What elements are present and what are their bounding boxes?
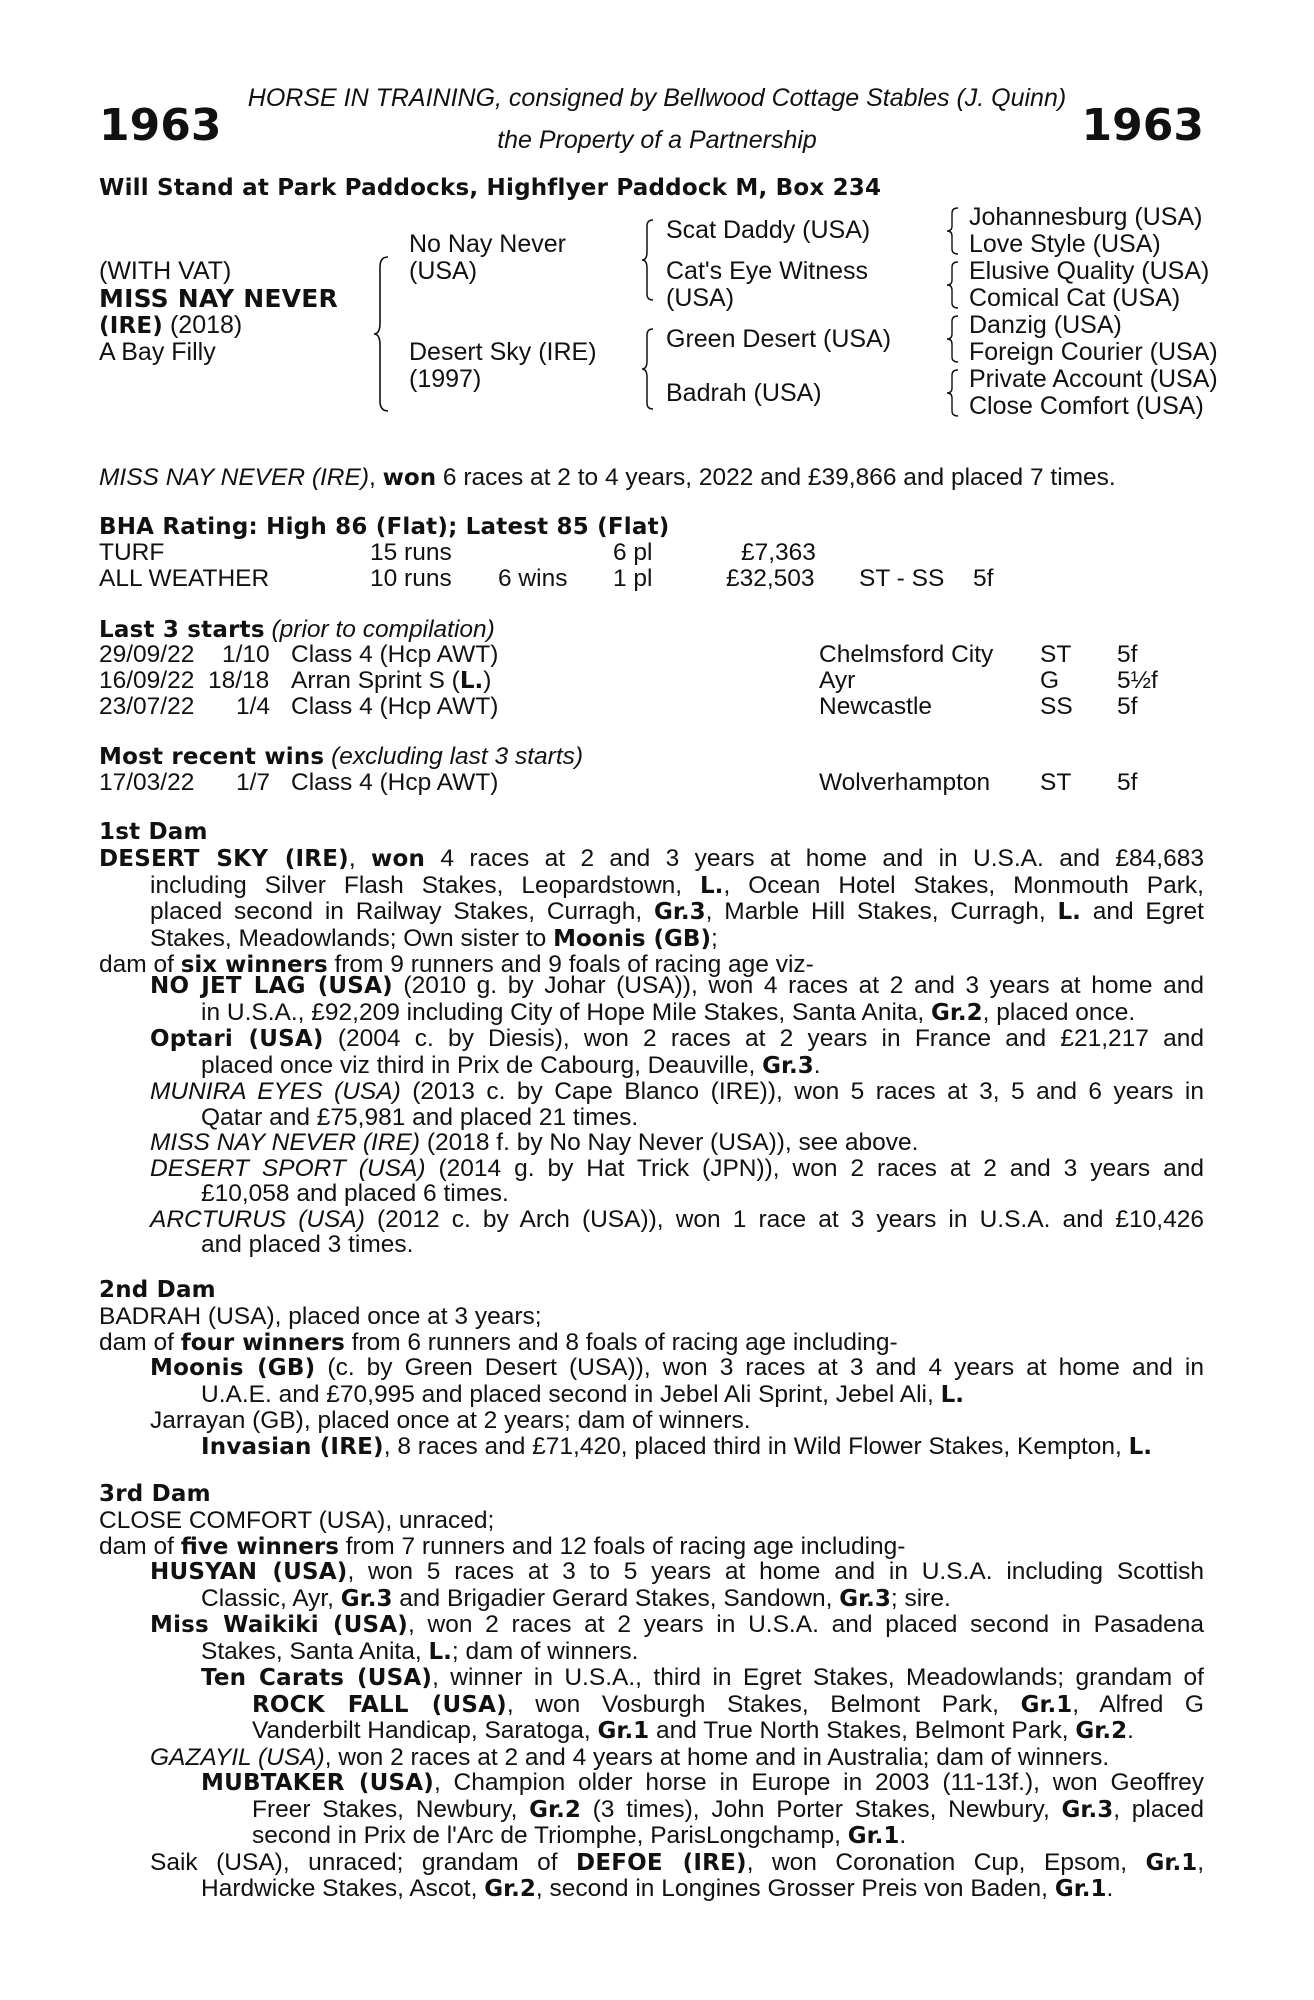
last-starts-title bbox=[99, 617, 495, 644]
second-dam-heading: 2nd Dam bbox=[99, 1277, 216, 1303]
horse-description: A Bay Filly bbox=[99, 338, 216, 366]
start-course: Newcastle bbox=[819, 693, 933, 720]
brace-sire-parents bbox=[640, 218, 656, 302]
win-date: 17/03/22 bbox=[99, 769, 195, 796]
start-position: 1/10 bbox=[222, 641, 270, 668]
ggd-4: Close Comfort (USA) bbox=[969, 392, 1204, 420]
text-line: dam of five winners from 7 runners and 12 foals of racing age including- bbox=[99, 1532, 906, 1560]
produce-line: NO JET LAG (USA) (2010 g. by Johar (USA)), won 4 races at 2 and 3 years at home and bbox=[150, 972, 1204, 999]
brace-g2 bbox=[946, 260, 960, 310]
rating-runs: 10 runs bbox=[370, 565, 452, 592]
sire-sire: Scat Daddy (USA) bbox=[666, 216, 871, 244]
win-course: Wolverhampton bbox=[819, 769, 991, 796]
produce-line: Optari (USA) (2004 c. by Diesis), won 2 races at 2 years in France and £21,217 and bbox=[150, 1025, 1204, 1052]
dam-year: (1997) bbox=[409, 365, 482, 393]
rating-prize: £7,363 bbox=[741, 539, 816, 566]
produce-line: second in Prix de l'Arc de Triomphe, ParisLongchamp, Gr.1. bbox=[252, 1822, 907, 1849]
produce-line: Freer Stakes, Newbury, Gr.2 (3 times), John Porter Stakes, Newbury, Gr.3, placed bbox=[252, 1795, 1204, 1823]
rating-surface: TURF bbox=[99, 539, 165, 566]
produce-line: Ten Carats (USA), winner in U.S.A., third in Egret Stakes, Meadowlands; grandam of bbox=[201, 1664, 1204, 1691]
rating-going: ST - SS bbox=[859, 565, 945, 592]
dam-name: Desert Sky (IRE) bbox=[409, 338, 597, 366]
produce-line: ARCTURUS (USA) (2012 c. by Arch (USA)), won 1 race at 3 years in U.S.A. and £10,426 bbox=[150, 1205, 1204, 1233]
brace-sire-dam bbox=[372, 255, 392, 413]
start-going: G bbox=[1040, 667, 1060, 694]
bha-rating-title: BHA Rating: High 86 (Flat); Latest 85 (Flat) bbox=[99, 514, 670, 540]
last-starts-note: (prior to compilation) bbox=[264, 616, 495, 643]
ggd-2: Comical Cat (USA) bbox=[969, 284, 1181, 312]
second-dam-produce bbox=[150, 1355, 1204, 1460]
stand-location: Will Stand at Park Paddocks, Highflyer Paddock M, Box 234 bbox=[99, 175, 882, 201]
text-line: dam of six winners from 9 runners and 9 foals of racing age viz- bbox=[99, 951, 814, 978]
start-position: 1/4 bbox=[236, 693, 271, 720]
win-position: 1/7 bbox=[236, 769, 271, 796]
text-line: placed second in Railway Stakes, Curragh, Gr.3, Marble Hill Stakes, Curragh, L. and Egret bbox=[150, 898, 1204, 925]
ggs-2: Elusive Quality (USA) bbox=[969, 257, 1210, 285]
start-going: SS bbox=[1040, 693, 1073, 720]
sire-country: (USA) bbox=[409, 257, 478, 285]
produce-line: Moonis (GB) (c. by Green Desert (USA)), won 3 races at 3 and 4 years at home and in bbox=[150, 1354, 1205, 1381]
produce-line: Saik (USA), unraced; grandam of DEFOE (IRE), won Coronation Cup, Epsom, Gr.1, bbox=[150, 1848, 1205, 1876]
summary-rest: 6 races at 2 to 4 years, 2022 and £39,866 and placed 7 times. bbox=[436, 464, 1116, 491]
recent-wins-title bbox=[99, 744, 583, 771]
text-line: including Silver Flash Stakes, Leopardstown, L., Ocean Hotel Stakes, Monmouth Park, bbox=[150, 871, 1204, 899]
brace-g4 bbox=[946, 368, 960, 418]
horse-name-year bbox=[99, 312, 242, 340]
text-line: Stakes, Meadowlands; Own sister to Moonis (GB); bbox=[150, 924, 718, 952]
rating-prize: £32,503 bbox=[726, 565, 815, 592]
win-race: Class 4 (Hcp AWT) bbox=[291, 769, 499, 796]
sire-dam-country: (USA) bbox=[666, 284, 735, 312]
sire-name: No Nay Never bbox=[409, 230, 566, 258]
produce-line: Stakes, Santa Anita, L.; dam of winners. bbox=[201, 1637, 639, 1665]
produce-line: Classic, Ayr, Gr.3 and Brigadier Gerard Stakes, Sandown, Gr.3; sire. bbox=[201, 1584, 951, 1612]
produce-line: in U.S.A., £92,209 including City of Hope Mile Stakes, Santa Anita, Gr.2, placed once. bbox=[201, 998, 1136, 1026]
vat-note: (WITH VAT) bbox=[99, 257, 232, 285]
recent-wins-note: (excluding last 3 starts) bbox=[324, 743, 584, 770]
ggs-4: Private Account (USA) bbox=[969, 365, 1218, 393]
last-starts-label: Last 3 starts bbox=[99, 617, 265, 643]
start-going: ST bbox=[1040, 641, 1072, 668]
produce-line: DESERT SPORT (USA) (2014 g. by Hat Trick (JPN)), won 2 races at 2 and 3 years and bbox=[150, 1154, 1205, 1182]
win-distance: 5f bbox=[1117, 769, 1138, 796]
produce-line: GAZAYIL (USA), won 2 races at 2 and 4 years at home and in Australia; dam of winners. bbox=[150, 1743, 1110, 1771]
brace-g3 bbox=[946, 314, 960, 364]
produce-line: Qatar and £75,981 and placed 21 times. bbox=[201, 1103, 639, 1131]
start-distance: 5½f bbox=[1117, 667, 1158, 694]
dam-sire: Green Desert (USA) bbox=[666, 325, 892, 353]
rating-placed: 6 pl bbox=[613, 539, 653, 566]
rating-placed: 1 pl bbox=[613, 565, 653, 592]
ggd-1: Love Style (USA) bbox=[969, 230, 1161, 258]
horse-year: (2018) bbox=[163, 311, 243, 339]
start-date: 29/09/22 bbox=[99, 641, 195, 668]
produce-line: placed once viz third in Prix de Cabourg, Deauville, Gr.3. bbox=[201, 1051, 821, 1079]
produce-line: Vanderbilt Handicap, Saratoga, Gr.1 and True North Stakes, Belmont Park, Gr.2. bbox=[252, 1717, 1134, 1744]
third-dam-heading: 3rd Dam bbox=[99, 1481, 211, 1507]
lot-number-left: 1963 bbox=[99, 100, 222, 151]
rating-runs: 15 runs bbox=[370, 539, 452, 566]
start-course: Ayr bbox=[819, 667, 856, 694]
horse-name: MISS NAY NEVER bbox=[99, 284, 338, 313]
brace-dam-parents bbox=[640, 327, 656, 411]
start-distance: 5f bbox=[1117, 641, 1138, 668]
produce-line: MUBTAKER (USA), Champion older horse in Europe in 2003 (11-13f.), won Geoffrey bbox=[201, 1769, 1205, 1796]
produce-line: Invasian (IRE), 8 races and £71,420, placed third in Wild Flower Stakes, Kempton, L. bbox=[201, 1432, 1153, 1460]
start-race: Class 4 (Hcp AWT) bbox=[291, 693, 499, 720]
text-line: CLOSE COMFORT (USA), unraced; bbox=[99, 1507, 495, 1534]
start-date: 16/09/22 bbox=[99, 667, 195, 694]
rating-distance: 5f bbox=[973, 565, 994, 592]
dam-dam: Badrah (USA) bbox=[666, 379, 822, 407]
first-dam-produce bbox=[150, 973, 1204, 1258]
produce-line: Miss Waikiki (USA), won 2 races at 2 years in U.S.A. and placed second in Pasadena bbox=[150, 1611, 1204, 1638]
ggd-3: Foreign Courier (USA) bbox=[969, 338, 1218, 366]
first-dam-heading: 1st Dam bbox=[99, 819, 208, 845]
start-race: Class 4 (Hcp AWT) bbox=[291, 641, 499, 668]
text-line: DESERT SKY (IRE), won 4 races at 2 and 3 years at home and in U.S.A. and £84,683 bbox=[99, 845, 1204, 872]
third-dam-text bbox=[99, 1508, 1204, 1560]
start-date: 23/07/22 bbox=[99, 693, 195, 720]
summary-horse-name: MISS NAY NEVER (IRE) bbox=[99, 464, 370, 491]
text-line: BADRAH (USA), placed once at 3 years; bbox=[99, 1303, 542, 1330]
produce-line: U.A.E. and £70,995 and placed second in Jebel Ali Sprint, Jebel Ali, L. bbox=[201, 1380, 964, 1408]
text-line: dam of four winners from 6 runners and 8 foals of racing age including- bbox=[99, 1328, 898, 1356]
consignment-line: HORSE IN TRAINING, consigned by Bellwood Cottage Stables (J. Quinn) bbox=[247, 84, 1067, 112]
summary-won: won bbox=[382, 465, 437, 491]
produce-line: and placed 3 times. bbox=[201, 1231, 414, 1258]
lot-number-right: 1963 bbox=[1081, 100, 1204, 151]
produce-line: Jarrayan (GB), placed once at 2 years; dam of winners. bbox=[150, 1407, 751, 1434]
third-dam-produce bbox=[150, 1559, 1204, 1903]
ggs-1: Johannesburg (USA) bbox=[969, 203, 1203, 231]
produce-line: HUSYAN (USA), won 5 races at 3 to 5 years at home and in U.S.A. including Scottish bbox=[150, 1558, 1204, 1585]
rating-wins: 6 wins bbox=[498, 565, 568, 592]
win-going: ST bbox=[1040, 769, 1072, 796]
produce-line: MISS NAY NEVER (IRE) (2018 f. by No Nay Never (USA)), see above. bbox=[150, 1129, 919, 1156]
ggs-3: Danzig (USA) bbox=[969, 311, 1122, 339]
rating-surface: ALL WEATHER bbox=[99, 565, 270, 592]
produce-line: Hardwicke Stakes, Ascot, Gr.2, second in Longines Grosser Preis von Baden, Gr.1. bbox=[201, 1875, 1114, 1902]
produce-line: ROCK FALL (USA), won Vosburgh Stakes, Belmont Park, Gr.1, Alfred G bbox=[252, 1690, 1204, 1718]
start-distance: 5f bbox=[1117, 693, 1138, 720]
property-line: the Property of a Partnership bbox=[497, 126, 817, 154]
second-dam-text bbox=[99, 1304, 1204, 1356]
start-position: 18/18 bbox=[208, 667, 270, 694]
sire-dam: Cat's Eye Witness bbox=[666, 257, 869, 285]
start-course: Chelmsford City bbox=[819, 641, 994, 668]
start-race: Arran Sprint S (L.) bbox=[291, 667, 492, 694]
brace-g1 bbox=[946, 206, 960, 256]
horse-country: (IRE) bbox=[99, 313, 164, 339]
first-dam-text bbox=[99, 846, 1204, 979]
produce-line: £10,058 and placed 6 times. bbox=[201, 1180, 509, 1207]
recent-wins-label: Most recent wins bbox=[99, 744, 325, 770]
produce-line: MUNIRA EYES (USA) (2013 c. by Cape Blanco (IRE)), won 5 races at 3, 5 and 6 years in bbox=[150, 1078, 1204, 1105]
race-summary: MISS NAY NEVER (IRE), won 6 races at 2 to 4 years, 2022 and £39,866 and placed 7 times. bbox=[99, 464, 1116, 491]
